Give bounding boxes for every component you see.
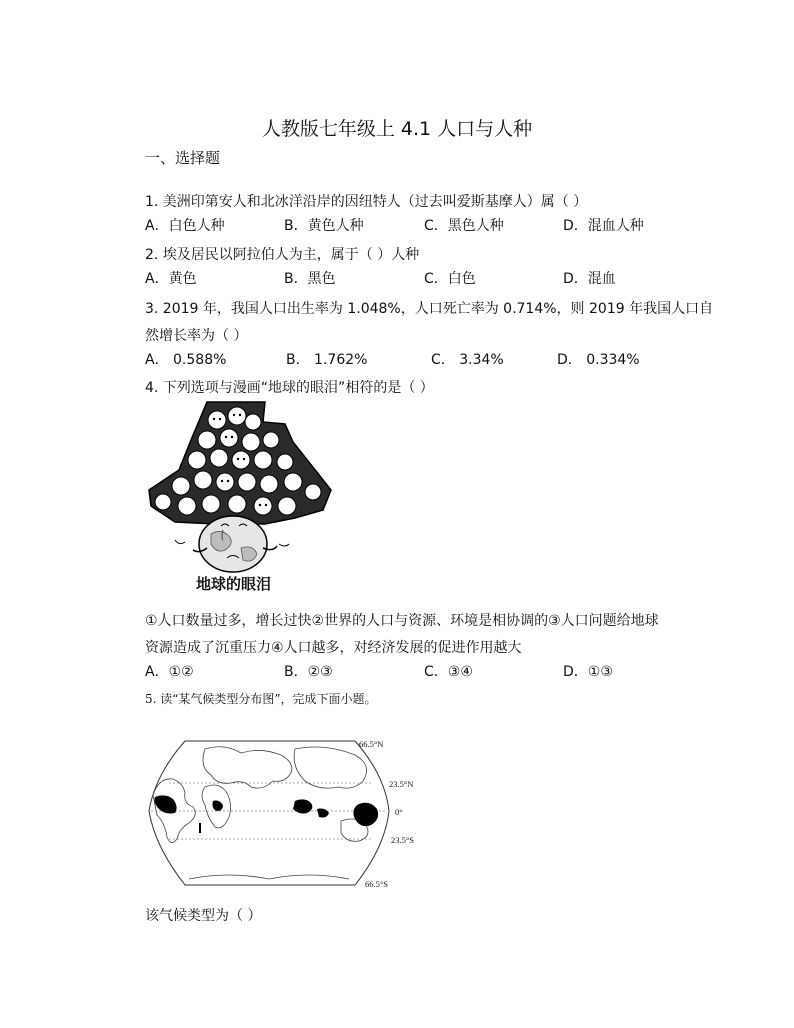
question-2-stem: 2. 埃及居民以阿拉伯人为主，属于（ ）人种: [145, 247, 420, 263]
q4-option-d: D．①③: [563, 664, 613, 680]
question-3-stem-line2: 然增长率为（ ）: [145, 328, 248, 344]
question-4-stem: 4. 下列选项与漫画“地球的眼泪”相符的是（ ）: [145, 380, 434, 396]
q4-option-a: A．①②: [145, 664, 194, 680]
q4-option-c: C．③④: [424, 664, 473, 680]
q3-option-b: B． 1.762%: [286, 352, 368, 368]
question-3-stem-line1: 3. 2019 年，我国人口出生率为 1.048%，人口死亡率为 0.714%，则 2019 年我国人口自: [145, 301, 714, 317]
q1-option-d: D．混血人种: [563, 218, 644, 234]
earth-tears-cartoon: [145, 398, 335, 598]
label-66-5-n: 66.5°N: [359, 739, 384, 749]
q3-option-d: D． 0.334%: [557, 352, 640, 368]
climate-distribution-map: [145, 735, 425, 895]
q1-option-b: B．黄色人种: [284, 218, 364, 234]
q2-option-a: A．黄色: [145, 271, 197, 287]
q3-option-a: A． 0.588%: [145, 352, 227, 368]
q4-option-b: B．②③: [284, 664, 333, 680]
question-4-statements-line2: 资源造成了沉重压力④人口越多，对经济发展的促进作用越大: [145, 640, 522, 656]
q3-option-c: C． 3.34%: [431, 352, 504, 368]
q2-option-d: D．混血: [563, 271, 616, 287]
page-title: 人教版七年级上 4.1 人口与人种: [261, 118, 533, 140]
question-5-stem: 5. 读“某气候类型分布图”，完成下面小题。: [145, 692, 377, 706]
label-23-5-s: 23.5°S: [391, 835, 415, 845]
cartoon-caption: 地球的眼泪: [196, 575, 272, 593]
q1-option-a: A．白色人种: [145, 218, 225, 234]
q2-option-c: C．白色: [424, 271, 476, 287]
label-23-5-n: 23.5°N: [389, 779, 414, 789]
label-66-5-s: 66.5°S: [365, 879, 389, 889]
question-1-stem: 1. 美洲印第安人和北冰洋沿岸的因纽特人（过去叫爱斯基摩人）属（ ）: [145, 194, 588, 210]
q2-option-b: B．黑色: [284, 271, 336, 287]
question-4-statements-line1: ①人口数量过多，增长过快②世界的人口与资源、环境是相协调的③人口问题给地球: [145, 613, 659, 629]
section-heading: 一、选择题: [145, 149, 221, 167]
q1-option-c: C．黑色人种: [424, 218, 504, 234]
region-madagascar: [199, 823, 201, 833]
question-5-subquestion: 该气候类型为（ ）: [145, 908, 262, 924]
label-equator: 0°: [395, 807, 403, 817]
